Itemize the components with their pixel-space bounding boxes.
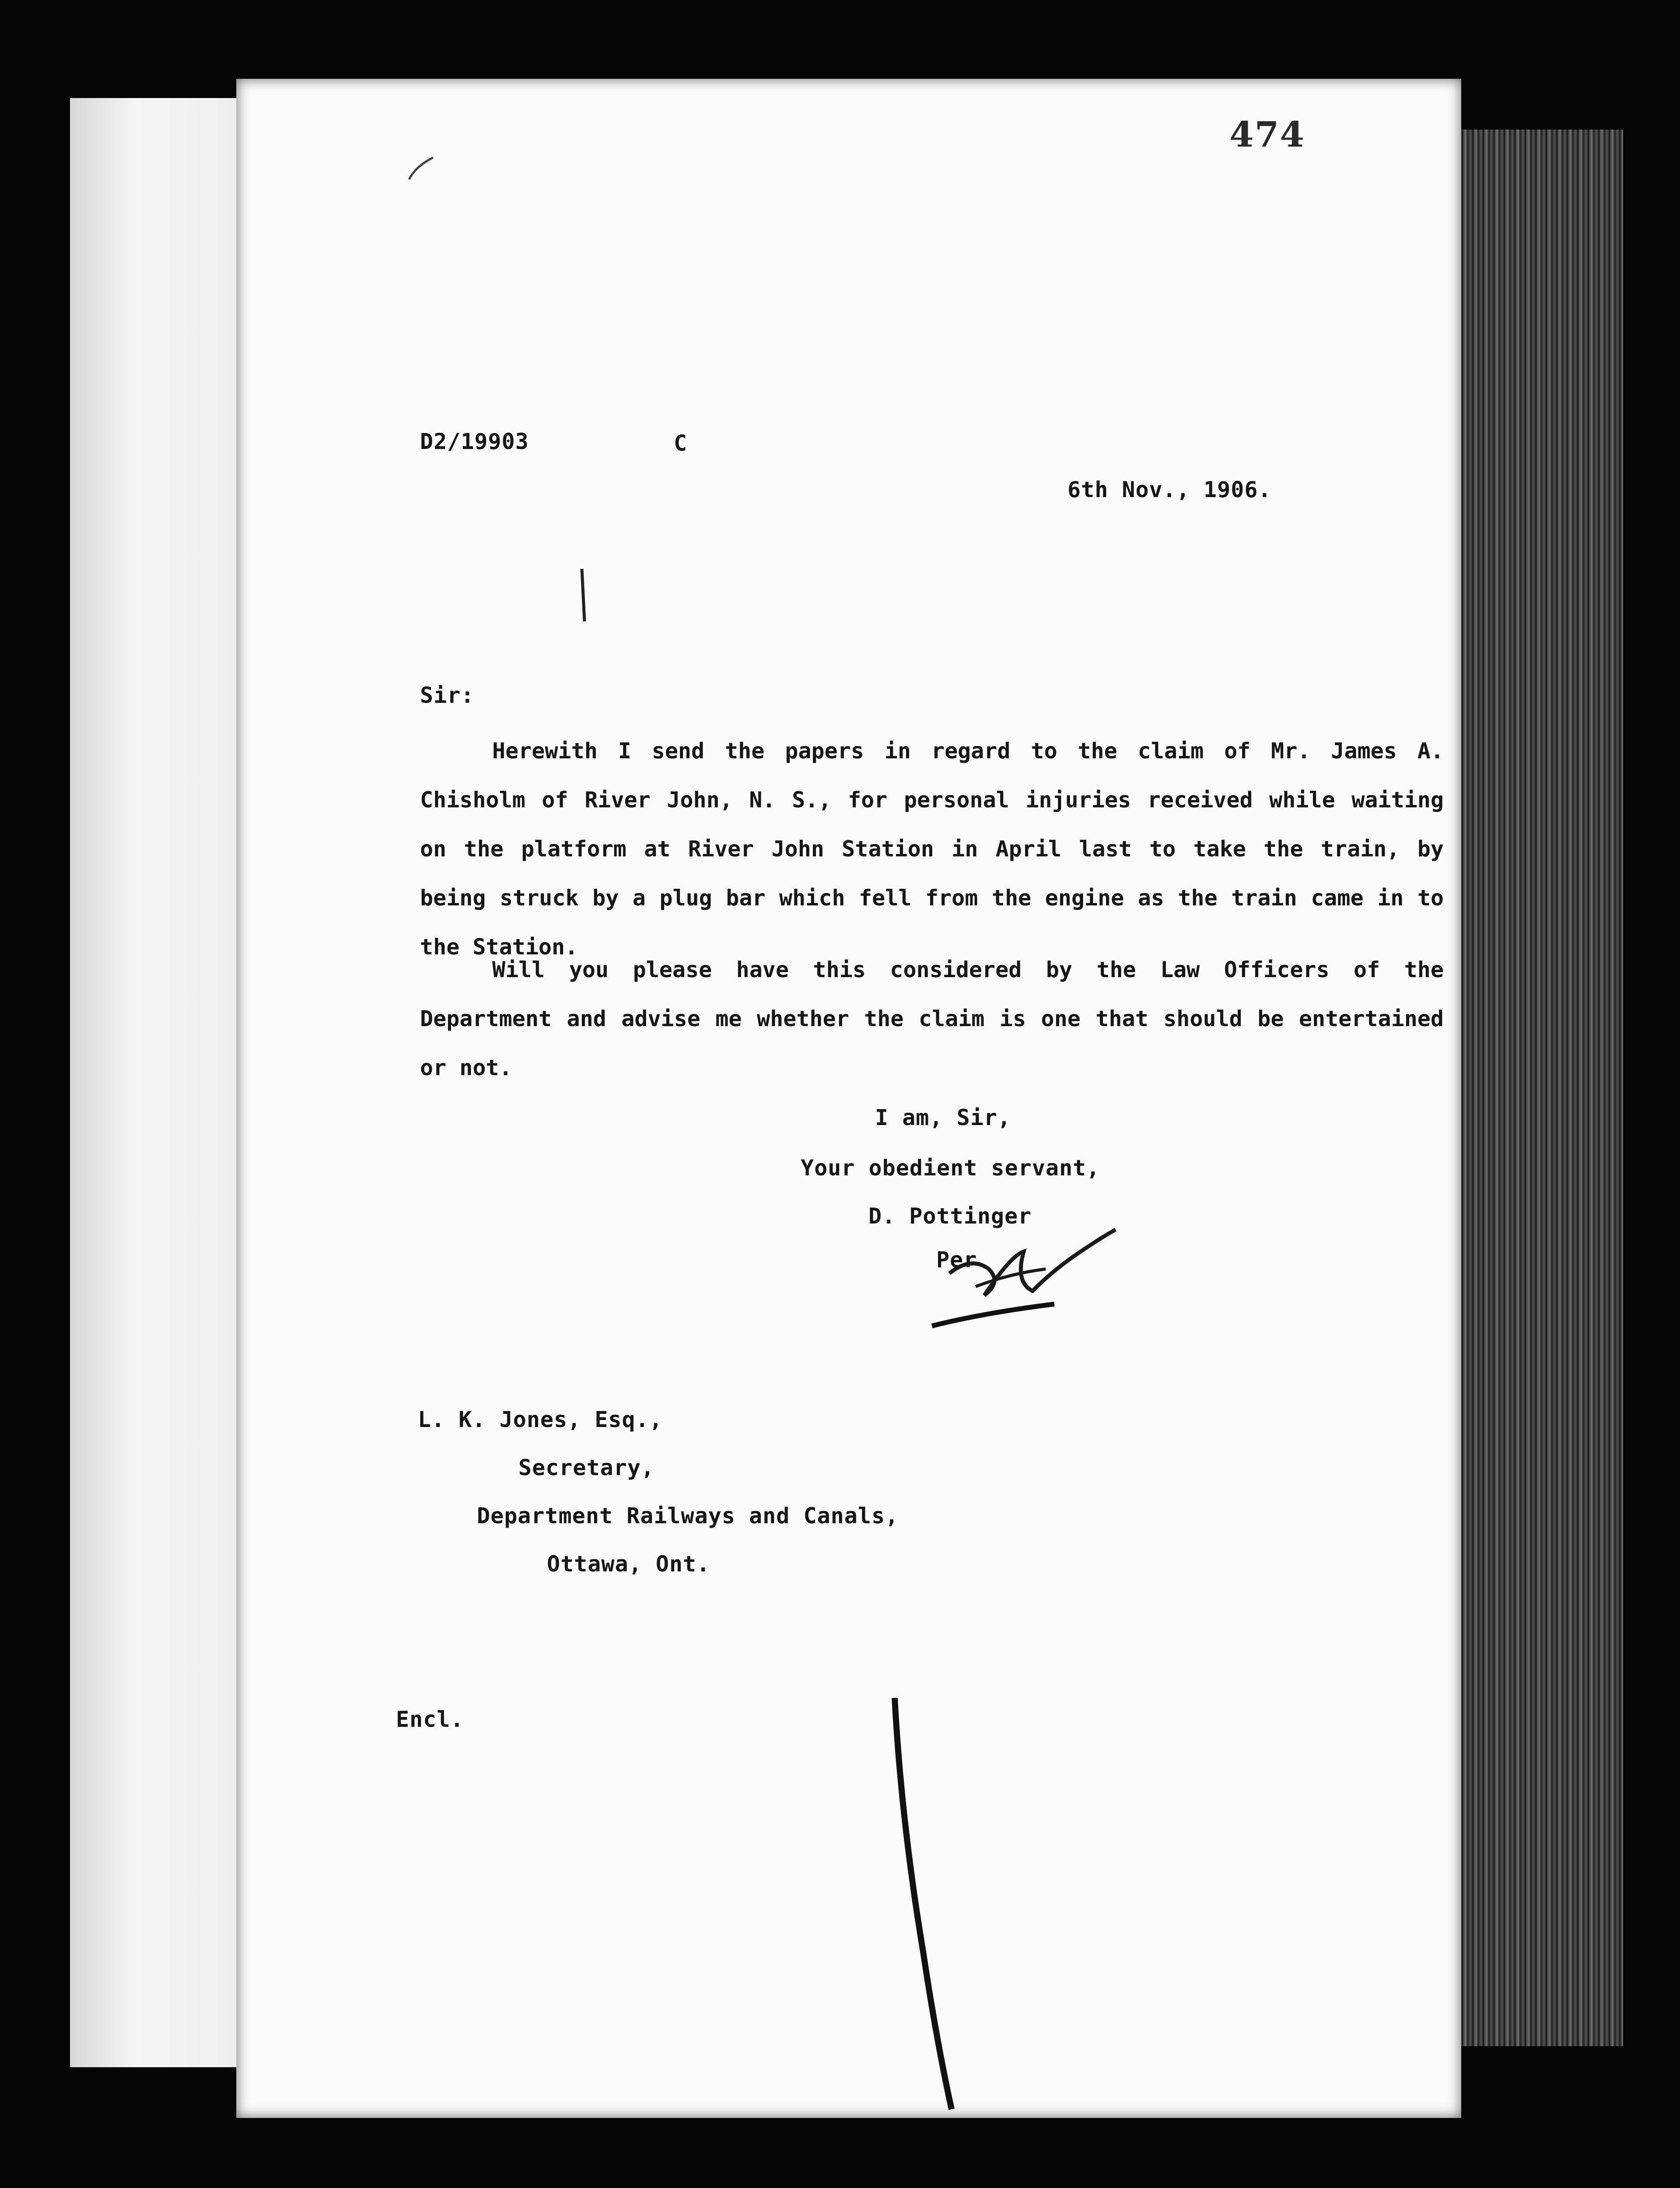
recipient-location: Ottawa, Ont. [547, 1551, 710, 1577]
handwritten-signature [923, 1203, 1129, 1335]
body-paragraph-1: Herewith I send the papers in regard to the claim of Mr. James A. Chisholm of River John, N. S., for personal injuries received while waiting on the platform at River John Station in April last to take the train, by being struck by a plug bar which fell from the engine as the train came in to the Station. [420, 738, 1444, 960]
recipient-title: Secretary, [518, 1455, 655, 1480]
pencil-stroke-mark [573, 565, 595, 626]
ledger-book-edge [1452, 130, 1623, 2046]
pencil-tick-mark [407, 149, 442, 184]
enclosure-note: Encl. [396, 1707, 464, 1732]
closing-line-1: I am, Sir, [875, 1105, 1012, 1130]
body-paragraph-2: Will you please have this considered by the Law Officers of the Department and advise me whether the claim is one that should be entertained or not. [420, 957, 1444, 1080]
pen-stroke-mark [875, 1689, 962, 2118]
file-reference: D2/19903 [420, 429, 529, 454]
archive-left-strip [70, 98, 236, 2067]
page-number: 474 [1229, 114, 1305, 155]
salutation: Sir: [420, 683, 475, 708]
signer-name: D. Pottinger [868, 1203, 1032, 1229]
letter-page [236, 79, 1461, 2118]
recipient-department: Department Railways and Canals, [477, 1503, 899, 1529]
recipient-name: L. K. Jones, Esq., [418, 1407, 663, 1432]
file-mark: C [674, 431, 688, 456]
per-label: Per [936, 1247, 977, 1273]
letter-date: 6th Nov., 1906. [1068, 477, 1272, 502]
closing-line-2: Your obedient servant, [801, 1155, 1100, 1181]
